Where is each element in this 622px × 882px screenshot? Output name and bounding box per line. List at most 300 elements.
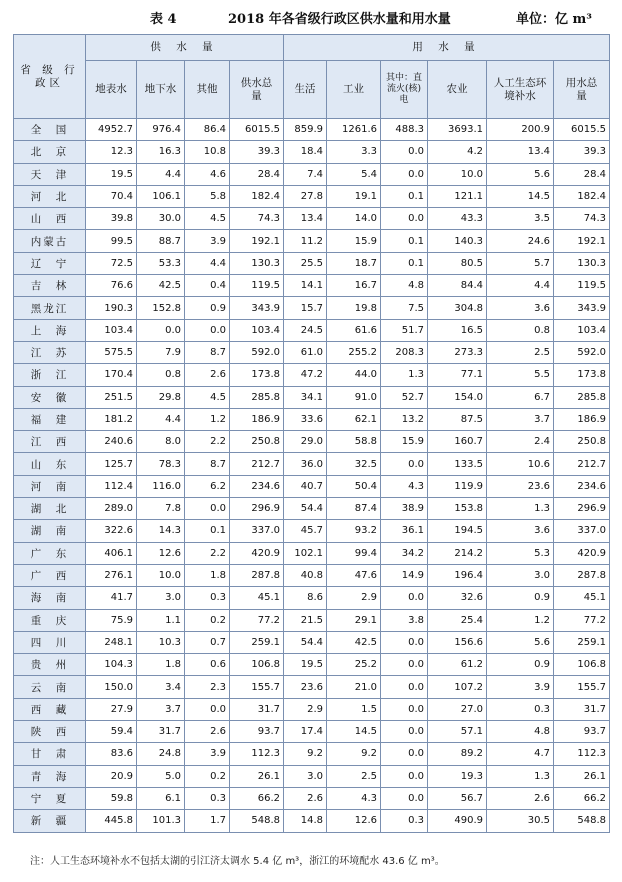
value-cell: 29.8 (137, 386, 185, 408)
value-cell: 45.1 (554, 587, 610, 609)
value-cell: 0.1 (185, 520, 230, 542)
value-cell: 8.0 (137, 431, 185, 453)
value-cell: 4.6 (185, 163, 230, 185)
table-row (14, 185, 610, 207)
value-cell: 2.9 (327, 587, 381, 609)
value-cell: 30.5 (487, 810, 554, 832)
region-name: 安 徽 (14, 386, 86, 408)
value-cell: 1.8 (137, 654, 185, 676)
value-cell: 32.6 (428, 587, 487, 609)
region-name: 浙 江 (14, 364, 86, 386)
value-cell: 53.3 (137, 252, 185, 274)
value-cell: 14.5 (327, 721, 381, 743)
value-cell: 10.0 (428, 163, 487, 185)
value-cell: 61.6 (327, 319, 381, 341)
value-cell: 4.8 (381, 275, 428, 297)
value-cell: 6.2 (185, 475, 230, 497)
value-cell: 43.3 (428, 208, 487, 230)
value-cell: 1.5 (327, 698, 381, 720)
region-name: 新 疆 (14, 810, 86, 832)
value-cell: 116.0 (137, 475, 185, 497)
value-cell: 21.0 (327, 676, 381, 698)
value-cell: 250.8 (554, 431, 610, 453)
value-cell: 250.8 (230, 431, 284, 453)
value-cell: 4.7 (487, 743, 554, 765)
value-cell: 153.8 (428, 498, 487, 520)
value-cell: 4.4 (137, 163, 185, 185)
value-cell: 140.3 (428, 230, 487, 252)
table-row (14, 654, 610, 676)
table-row (14, 520, 610, 542)
value-cell: 93.7 (230, 721, 284, 743)
value-cell: 9.2 (284, 743, 327, 765)
value-cell: 0.8 (137, 364, 185, 386)
value-cell: 296.9 (230, 498, 284, 520)
value-cell: 190.3 (86, 297, 137, 319)
col-header-ground: 地下水 (137, 61, 185, 119)
table-row (14, 408, 610, 430)
value-cell: 0.0 (381, 676, 428, 698)
value-cell: 0.8 (487, 319, 554, 341)
value-cell: 0.0 (381, 631, 428, 653)
region-name: 甘 肃 (14, 743, 86, 765)
value-cell: 0.0 (381, 743, 428, 765)
value-cell: 0.3 (381, 810, 428, 832)
value-cell: 26.1 (230, 765, 284, 787)
table-row (14, 141, 610, 163)
value-cell: 0.0 (137, 319, 185, 341)
region-name: 吉 林 (14, 275, 86, 297)
value-cell: 66.2 (230, 787, 284, 809)
value-cell: 859.9 (284, 119, 327, 141)
value-cell: 0.3 (185, 587, 230, 609)
value-cell: 29.1 (327, 609, 381, 631)
value-cell: 4.4 (137, 408, 185, 430)
table-row (14, 743, 610, 765)
value-cell: 47.6 (327, 564, 381, 586)
value-cell: 3.0 (137, 587, 185, 609)
value-cell: 3.6 (487, 520, 554, 542)
region-name: 四 川 (14, 631, 86, 653)
value-cell: 12.3 (86, 141, 137, 163)
table-row (14, 208, 610, 230)
value-cell: 0.1 (381, 230, 428, 252)
region-name: 河 南 (14, 475, 86, 497)
value-cell: 21.5 (284, 609, 327, 631)
value-cell: 24.8 (137, 743, 185, 765)
value-cell: 41.7 (86, 587, 137, 609)
supply-group-header: 供 水 量 (86, 35, 284, 61)
value-cell: 7.9 (137, 341, 185, 363)
value-cell: 45.1 (230, 587, 284, 609)
region-name: 湖 北 (14, 498, 86, 520)
value-cell: 80.5 (428, 252, 487, 274)
value-cell: 0.2 (185, 765, 230, 787)
value-cell: 88.7 (137, 230, 185, 252)
value-cell: 420.9 (230, 542, 284, 564)
value-cell: 58.8 (327, 431, 381, 453)
value-cell: 5.0 (137, 765, 185, 787)
value-cell: 17.4 (284, 721, 327, 743)
region-name: 山 西 (14, 208, 86, 230)
region-name: 西 藏 (14, 698, 86, 720)
value-cell: 0.0 (185, 319, 230, 341)
value-cell: 5.5 (487, 364, 554, 386)
value-cell: 31.7 (230, 698, 284, 720)
value-cell: 406.1 (86, 542, 137, 564)
value-cell: 287.8 (230, 564, 284, 586)
value-cell: 208.3 (381, 341, 428, 363)
value-cell: 322.6 (86, 520, 137, 542)
value-cell: 255.2 (327, 341, 381, 363)
value-cell: 4.4 (487, 275, 554, 297)
table-row (14, 631, 610, 653)
region-name: 全 国 (14, 119, 86, 141)
value-cell: 47.2 (284, 364, 327, 386)
value-cell: 77.1 (428, 364, 487, 386)
value-cell: 0.0 (381, 587, 428, 609)
table-row (14, 810, 610, 832)
value-cell: 150.0 (86, 676, 137, 698)
value-cell: 130.3 (554, 252, 610, 274)
value-cell: 27.0 (428, 698, 487, 720)
value-cell: 93.2 (327, 520, 381, 542)
table-row (14, 275, 610, 297)
value-cell: 31.7 (137, 721, 185, 743)
value-cell: 9.2 (327, 743, 381, 765)
footnote: 注：人工生态环境补水不包括太湖的引江济太调水 5.4 亿 m³，浙江的环境配水 43.6 亿 m³。 (30, 856, 445, 867)
value-cell: 3.4 (137, 676, 185, 698)
value-cell: 74.3 (230, 208, 284, 230)
value-cell: 27.8 (284, 185, 327, 207)
value-cell: 181.2 (86, 408, 137, 430)
value-cell: 234.6 (554, 475, 610, 497)
value-cell: 445.8 (86, 810, 137, 832)
table-row (14, 453, 610, 475)
table-row (14, 431, 610, 453)
value-cell: 234.6 (230, 475, 284, 497)
value-cell: 52.7 (381, 386, 428, 408)
value-cell: 16.3 (137, 141, 185, 163)
value-cell: 0.0 (381, 141, 428, 163)
value-cell: 15.9 (381, 431, 428, 453)
value-cell: 0.0 (381, 163, 428, 185)
value-cell: 66.2 (554, 787, 610, 809)
value-cell: 490.9 (428, 810, 487, 832)
value-cell: 45.7 (284, 520, 327, 542)
value-cell: 4952.7 (86, 119, 137, 141)
region-name: 广 西 (14, 564, 86, 586)
value-cell: 1261.6 (327, 119, 381, 141)
value-cell: 74.3 (554, 208, 610, 230)
value-cell: 119.5 (554, 275, 610, 297)
value-cell: 0.3 (185, 787, 230, 809)
value-cell: 7.5 (381, 297, 428, 319)
value-cell: 251.5 (86, 386, 137, 408)
value-cell: 106.1 (137, 185, 185, 207)
value-cell: 192.1 (230, 230, 284, 252)
region-name: 湖 南 (14, 520, 86, 542)
value-cell: 2.2 (185, 431, 230, 453)
value-cell: 7.4 (284, 163, 327, 185)
value-cell: 39.8 (86, 208, 137, 230)
col-header-other: 其他 (185, 61, 230, 119)
value-cell: 20.9 (86, 765, 137, 787)
region-name: 陕 西 (14, 721, 86, 743)
value-cell: 7.8 (137, 498, 185, 520)
table-row (14, 721, 610, 743)
table-row (14, 609, 610, 631)
value-cell: 19.5 (86, 163, 137, 185)
region-name: 辽 宁 (14, 252, 86, 274)
use-group-header: 用 水 量 (284, 35, 610, 61)
value-cell: 4.2 (428, 141, 487, 163)
value-cell: 289.0 (86, 498, 137, 520)
value-cell: 173.8 (230, 364, 284, 386)
value-cell: 12.6 (327, 810, 381, 832)
value-cell: 592.0 (554, 341, 610, 363)
value-cell: 240.6 (86, 431, 137, 453)
value-cell: 0.4 (185, 275, 230, 297)
value-cell: 32.5 (327, 453, 381, 475)
col-header-agriculture: 农业 (428, 61, 487, 119)
value-cell: 5.6 (487, 631, 554, 653)
value-cell: 3.7 (137, 698, 185, 720)
water-table (13, 34, 610, 833)
value-cell: 11.2 (284, 230, 327, 252)
region-name: 江 西 (14, 431, 86, 453)
value-cell: 19.3 (428, 765, 487, 787)
col-header-surface: 地表水 (86, 61, 137, 119)
value-cell: 2.3 (185, 676, 230, 698)
value-cell: 10.6 (487, 453, 554, 475)
value-cell: 24.5 (284, 319, 327, 341)
value-cell: 51.7 (381, 319, 428, 341)
value-cell: 13.4 (284, 208, 327, 230)
value-cell: 121.1 (428, 185, 487, 207)
value-cell: 77.2 (230, 609, 284, 631)
value-cell: 6015.5 (230, 119, 284, 141)
value-cell: 287.8 (554, 564, 610, 586)
value-cell: 296.9 (554, 498, 610, 520)
value-cell: 14.1 (284, 275, 327, 297)
table-row (14, 386, 610, 408)
value-cell: 0.0 (381, 698, 428, 720)
value-cell: 4.3 (327, 787, 381, 809)
value-cell: 0.3 (487, 698, 554, 720)
value-cell: 77.2 (554, 609, 610, 631)
value-cell: 2.6 (185, 721, 230, 743)
value-cell: 0.0 (185, 498, 230, 520)
value-cell: 28.4 (554, 163, 610, 185)
value-cell: 6015.5 (554, 119, 610, 141)
value-cell: 16.7 (327, 275, 381, 297)
value-cell: 2.4 (487, 431, 554, 453)
table-row (14, 252, 610, 274)
table-number: 表 4 (150, 12, 177, 27)
value-cell: 14.3 (137, 520, 185, 542)
table-row (14, 319, 610, 341)
value-cell: 976.4 (137, 119, 185, 141)
table-row (14, 475, 610, 497)
value-cell: 61.2 (428, 654, 487, 676)
value-cell: 25.4 (428, 609, 487, 631)
value-cell: 196.4 (428, 564, 487, 586)
value-cell: 0.0 (381, 721, 428, 743)
value-cell: 29.0 (284, 431, 327, 453)
value-cell: 154.0 (428, 386, 487, 408)
value-cell: 27.9 (86, 698, 137, 720)
region-name: 内蒙古 (14, 230, 86, 252)
value-cell: 112.3 (230, 743, 284, 765)
value-cell: 304.8 (428, 297, 487, 319)
value-cell: 0.1 (381, 252, 428, 274)
value-cell: 75.9 (86, 609, 137, 631)
value-cell: 1.8 (185, 564, 230, 586)
value-cell: 0.1 (381, 185, 428, 207)
value-cell: 12.6 (137, 542, 185, 564)
region-name: 青 海 (14, 765, 86, 787)
value-cell: 54.4 (284, 498, 327, 520)
value-cell: 103.4 (554, 319, 610, 341)
value-cell: 0.9 (487, 587, 554, 609)
value-cell: 0.9 (185, 297, 230, 319)
table-row (14, 698, 610, 720)
value-cell: 76.6 (86, 275, 137, 297)
value-cell: 5.3 (487, 542, 554, 564)
value-cell: 5.4 (327, 163, 381, 185)
value-cell: 10.0 (137, 564, 185, 586)
value-cell: 59.4 (86, 721, 137, 743)
col-header-industry: 工业 (327, 61, 381, 119)
value-cell: 101.3 (137, 810, 185, 832)
value-cell: 18.7 (327, 252, 381, 274)
table-row (14, 230, 610, 252)
value-cell: 182.4 (554, 185, 610, 207)
value-cell: 0.0 (381, 765, 428, 787)
col-header-supply-total: 供水总量 (230, 61, 284, 119)
value-cell: 285.8 (230, 386, 284, 408)
value-cell: 34.1 (284, 386, 327, 408)
value-cell: 15.7 (284, 297, 327, 319)
value-cell: 13.2 (381, 408, 428, 430)
value-cell: 33.6 (284, 408, 327, 430)
value-cell: 78.3 (137, 453, 185, 475)
table-row (14, 119, 610, 141)
value-cell: 3.0 (284, 765, 327, 787)
value-cell: 8.7 (185, 453, 230, 475)
value-cell: 125.7 (86, 453, 137, 475)
value-cell: 3693.1 (428, 119, 487, 141)
value-cell: 36.1 (381, 520, 428, 542)
value-cell: 285.8 (554, 386, 610, 408)
value-cell: 39.3 (230, 141, 284, 163)
value-cell: 0.0 (185, 698, 230, 720)
value-cell: 170.4 (86, 364, 137, 386)
value-cell: 4.4 (185, 252, 230, 274)
value-cell: 2.9 (284, 698, 327, 720)
value-cell: 83.6 (86, 743, 137, 765)
table-title (0, 8, 622, 28)
value-cell: 104.3 (86, 654, 137, 676)
region-name: 黑龙江 (14, 297, 86, 319)
table-row (14, 564, 610, 586)
table-row (14, 676, 610, 698)
value-cell: 276.1 (86, 564, 137, 586)
value-cell: 14.9 (381, 564, 428, 586)
value-cell: 200.9 (487, 119, 554, 141)
value-cell: 259.1 (554, 631, 610, 653)
value-cell: 26.1 (554, 765, 610, 787)
region-name: 江 苏 (14, 341, 86, 363)
value-cell: 3.9 (185, 743, 230, 765)
value-cell: 19.1 (327, 185, 381, 207)
value-cell: 0.7 (185, 631, 230, 653)
value-cell: 592.0 (230, 341, 284, 363)
region-name: 河 北 (14, 185, 86, 207)
value-cell: 50.4 (327, 475, 381, 497)
value-cell: 186.9 (230, 408, 284, 430)
value-cell: 5.7 (487, 252, 554, 274)
value-cell: 130.3 (230, 252, 284, 274)
value-cell: 6.7 (487, 386, 554, 408)
value-cell: 3.0 (487, 564, 554, 586)
value-cell: 13.4 (487, 141, 554, 163)
value-cell: 119.5 (230, 275, 284, 297)
table-row (14, 587, 610, 609)
value-cell: 156.6 (428, 631, 487, 653)
value-cell: 23.6 (284, 676, 327, 698)
table-row (14, 163, 610, 185)
region-name: 北 京 (14, 141, 86, 163)
value-cell: 3.3 (327, 141, 381, 163)
value-cell: 273.3 (428, 341, 487, 363)
table-unit: 单位：亿 m³ (516, 12, 592, 27)
value-cell: 25.5 (284, 252, 327, 274)
value-cell: 1.1 (137, 609, 185, 631)
value-cell: 15.9 (327, 230, 381, 252)
value-cell: 19.8 (327, 297, 381, 319)
value-cell: 40.7 (284, 475, 327, 497)
value-cell: 99.4 (327, 542, 381, 564)
value-cell: 343.9 (554, 297, 610, 319)
value-cell: 87.5 (428, 408, 487, 430)
value-cell: 3.8 (381, 609, 428, 631)
region-header: 省 级 行政区 (14, 35, 86, 119)
value-cell: 14.8 (284, 810, 327, 832)
value-cell: 4.3 (381, 475, 428, 497)
col-header-use-total: 用水总量 (554, 61, 610, 119)
value-cell: 119.9 (428, 475, 487, 497)
value-cell: 42.5 (137, 275, 185, 297)
value-cell: 575.5 (86, 341, 137, 363)
value-cell: 1.3 (487, 765, 554, 787)
value-cell: 548.8 (554, 810, 610, 832)
value-cell: 89.2 (428, 743, 487, 765)
value-cell: 70.4 (86, 185, 137, 207)
region-name: 海 南 (14, 587, 86, 609)
table-title-text: 2018 年各省级行政区供水量和用水量 (228, 12, 451, 27)
region-name: 贵 州 (14, 654, 86, 676)
value-cell: 0.9 (487, 654, 554, 676)
region-name: 宁 夏 (14, 787, 86, 809)
value-cell: 212.7 (230, 453, 284, 475)
value-cell: 160.7 (428, 431, 487, 453)
region-name: 重 庆 (14, 609, 86, 631)
value-cell: 3.5 (487, 208, 554, 230)
value-cell: 103.4 (86, 319, 137, 341)
value-cell: 59.8 (86, 787, 137, 809)
